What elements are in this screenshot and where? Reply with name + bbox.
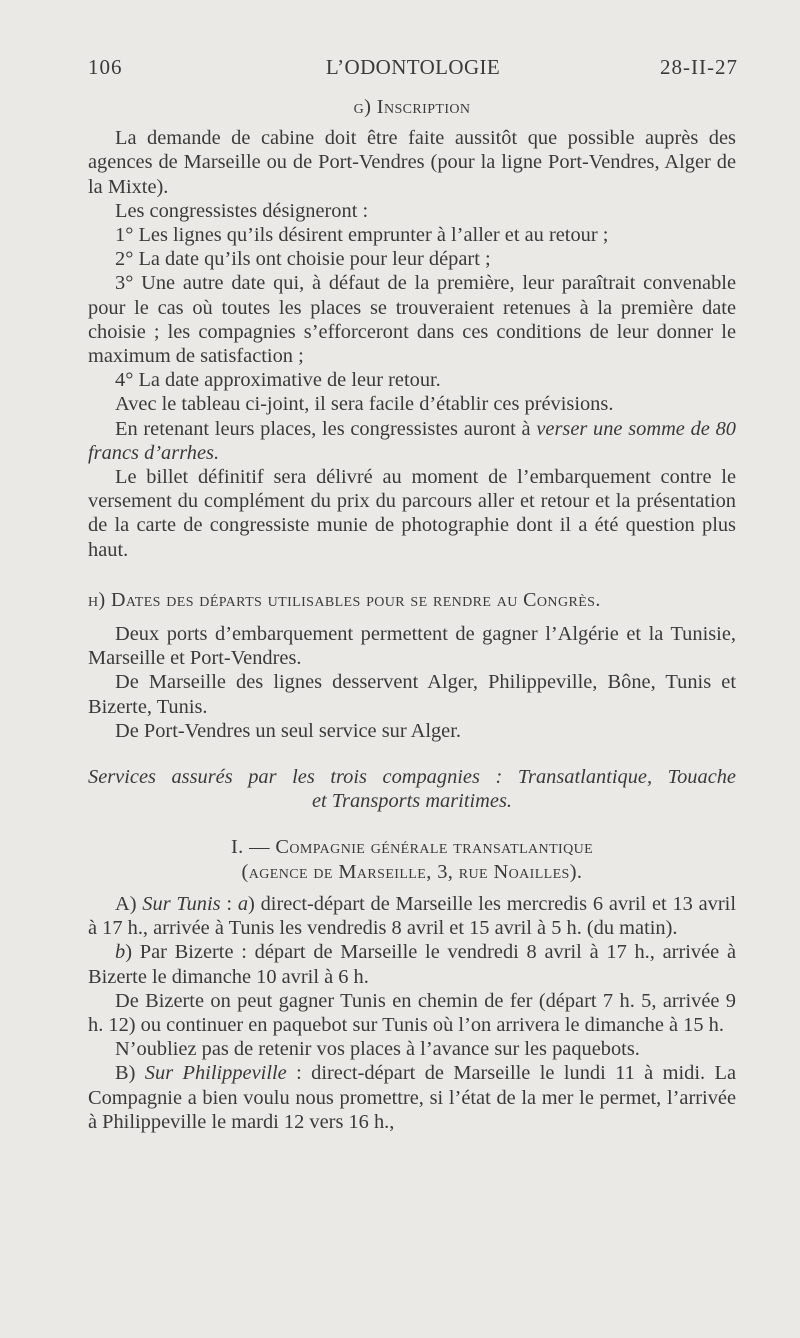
italic-letter: a bbox=[237, 892, 249, 915]
paragraph: Avec le tableau ci-joint, il sera facile d’établir ces prévisions. bbox=[115, 393, 614, 416]
paragraph-text: ) Par Bizerte : départ de Marseille le vendredi 8 avril à 17 h., arrivée à Bizerte le dimanche 10 avril à 6 h. bbox=[88, 941, 736, 988]
italic-text: Sur Tunis bbox=[142, 892, 221, 915]
paragraph: La demande de cabine doit être faite aussitôt que possible auprès des agences de Marseille ou de Port-Vendres (pour la ligne Port-Vendres, Alger de la Mixte). bbox=[88, 127, 736, 198]
paragraph: De Marseille des lignes desservent Alger, Philippeville, Bône, Tunis et Bizerte, Tunis. bbox=[88, 671, 736, 718]
company-heading: I. — Compagnie générale transatlantique bbox=[230, 836, 594, 859]
services-line bbox=[88, 765, 736, 789]
list-item: 3° Une autre date qui, à défaut de la première, leur paraîtrait convenable pour le cas où toutes les places se trouveraient retenues à la première date choisie ; les compagnies s’efforceront dans ces conditions de leur donner le maximum de satisfaction ; bbox=[88, 272, 736, 368]
header-date: 28-II-27 bbox=[660, 55, 738, 79]
paragraph bbox=[88, 940, 736, 988]
paragraph: De Bizerte on peut gagner Tunis en chemin de fer (départ 7 h. 5, arrivée 9 h. 12) ou continuer en paquebot sur Tunis où l’on arrivera le dimanche à 15 h. bbox=[88, 989, 736, 1036]
italic-text: verser une somme de 80 francs d’arrhes. bbox=[88, 417, 736, 464]
list-item: 1° Les lignes qu’ils désirent emprunter à l’aller et au retour ; bbox=[115, 224, 609, 247]
paragraph: Deux ports d’embarquement permettent de gagner l’Algérie et la Tunisie, Marseille et Port-Vendres. bbox=[88, 623, 736, 670]
paragraph-text: En retenant leurs places, les congressistes auront à bbox=[115, 417, 537, 440]
italic-letter: b bbox=[115, 941, 126, 964]
paragraph bbox=[88, 417, 736, 465]
paragraph-text: ) direct-départ de Marseille les mercredis 6 avril et 13 avril à 17 h., arrivée à Tunis les vendredis 8 avril et 15 avril à 5 h. (du matin). bbox=[88, 892, 736, 940]
list-item: 4° La date approximative de leur retour. bbox=[115, 369, 441, 392]
paragraph: Le billet définitif sera délivré au moment de l’embarquement contre le versement du complément du prix du parcours aller et retour et la présentation de la carte de congressiste munie de photographie dont il a été question plus haut. bbox=[88, 466, 736, 561]
paragraph: Les congressistes désigneront : bbox=[115, 199, 369, 222]
paragraph bbox=[88, 1061, 736, 1134]
list-item: 2° La date qu’ils ont choisie pour leur départ ; bbox=[115, 248, 491, 271]
section-g-title: g) Inscription bbox=[353, 96, 471, 118]
services-text: et Transports maritimes. bbox=[312, 790, 512, 813]
body-text bbox=[88, 95, 736, 1134]
running-header bbox=[88, 55, 738, 85]
company-address: (agence de Marseille, 3, rue Noailles). bbox=[241, 860, 583, 883]
label: A) bbox=[115, 892, 143, 915]
services-text: Services assurés par les trois compagnies : Transatlantique, Touache bbox=[88, 766, 736, 789]
services-line bbox=[88, 789, 736, 813]
section-h-title: h) Dates des départs utilisables pour se rendre au Congrès. bbox=[88, 588, 601, 611]
paragraph: De Port-Vendres un seul service sur Alger. bbox=[115, 719, 461, 742]
paragraph bbox=[88, 892, 736, 940]
paragraph-text: : direct-départ de Marseille le lundi 11 à midi. La Compagnie a bien voulu nous promettre, si l’état de la mer le permet, l’arrivée à Philippeville le mardi 12 vers 16 h., bbox=[88, 1062, 736, 1133]
running-title: L’ODONTOLOGIE bbox=[325, 55, 501, 79]
italic-text: Sur Philippeville bbox=[144, 1062, 287, 1085]
label: B) bbox=[115, 1062, 145, 1085]
page-number: 106 bbox=[88, 55, 123, 79]
paragraph: N’oubliez pas de retenir vos places à l’avance sur les paquebots. bbox=[115, 1038, 640, 1061]
separator: : bbox=[220, 892, 238, 915]
